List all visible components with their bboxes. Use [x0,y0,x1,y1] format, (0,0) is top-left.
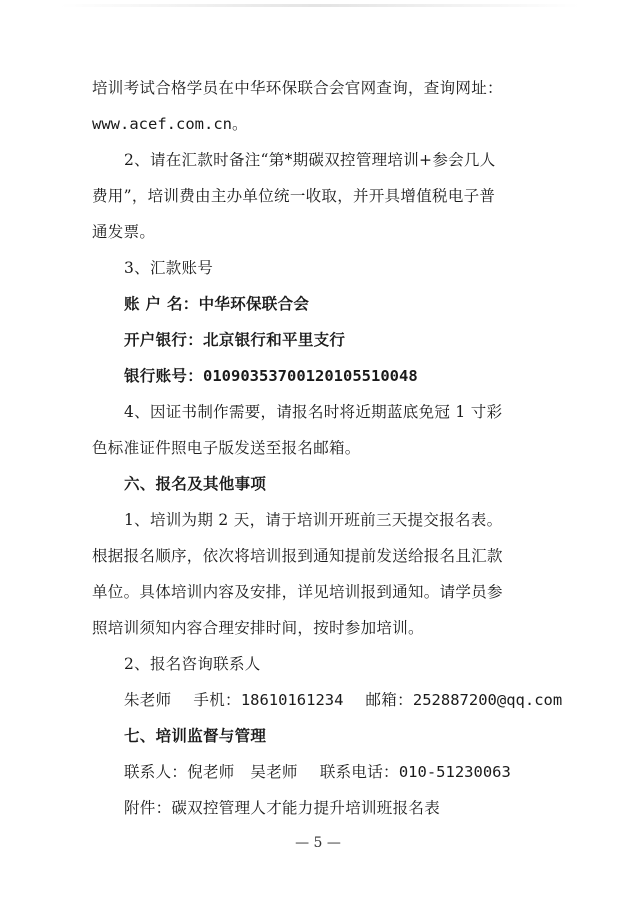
contact-label: 联系人： [124,763,188,781]
email-label: 邮箱： [365,691,413,709]
contact-phone: 010-51230063 [398,763,511,781]
email-address: 252887200@qq.com [412,691,563,709]
paragraph-line: 单位。具体培训内容及安排，详见培训报到通知。请学员参 [92,583,503,601]
contact-names: 倪老师 吴老师 [187,763,298,781]
bank-account-label: 银行账号： [124,366,204,385]
page-number: — 5 — [295,835,341,851]
bank-account-value: 01090353700120105510048 [203,367,418,385]
paragraph-line: 1、培训为期 2 天，请于培训开班前三天提交报名表。 [124,511,503,529]
paragraph-line: 照培训须知内容合理安排时间，按时参加培训。 [92,619,424,637]
section-heading-supervision: 七、培训监督与管理 [124,727,267,745]
bank-name-row [0,329,636,351]
paragraph-line: 根据报名顺序，依次将培训报到通知提前发送给报名且汇款 [92,547,503,565]
bank-name-value: 北京银行和平里支行 [203,330,346,349]
bank-name-label: 开户银行： [124,330,204,349]
phone-label: 手机： [193,691,241,709]
supervision-contact-row [0,761,636,783]
paragraph-line: 4、因证书制作需要，请报名时将近期蓝底免冠 1 寸彩 [124,403,503,421]
phone-number: 18610161234 [240,691,344,709]
account-name-value: 中华环保联合会 [198,294,310,313]
scan-artifact [60,4,580,7]
account-name-row [0,293,636,315]
attachment-row [0,797,636,819]
paragraph-line: 费用”，培训费由主办单位统一收取，并开具增值税电子普 [92,187,496,205]
paragraph-line: 通发票。 [92,223,156,241]
contact-name: 朱老师 [124,691,172,709]
section-heading-registration: 六、报名及其他事项 [124,475,267,493]
paragraph-line: 色标准证件照电子版发送至报名邮箱。 [92,439,361,457]
paragraph-line: 培训考试合格学员在中华环保联合会官网查询，查询网址： [92,79,503,97]
bank-account-row [0,365,636,387]
website-url: www.acef.com.cn。 [92,115,248,133]
attachment-label: 附件： [124,799,172,817]
section-subheading: 3、汇款账号 [124,259,214,277]
section-subheading: 2、报名咨询联系人 [124,655,261,673]
contact-phone-label: 联系电话： [319,763,399,781]
paragraph-line: 2、请在汇款时备注“第*期碳双控管理培训+参会几人 [124,151,496,169]
attachment-title: 碳双控管理人才能力提升培训班报名表 [171,799,441,817]
contact-row [0,689,636,711]
account-name-label: 账 户 名： [124,294,199,313]
